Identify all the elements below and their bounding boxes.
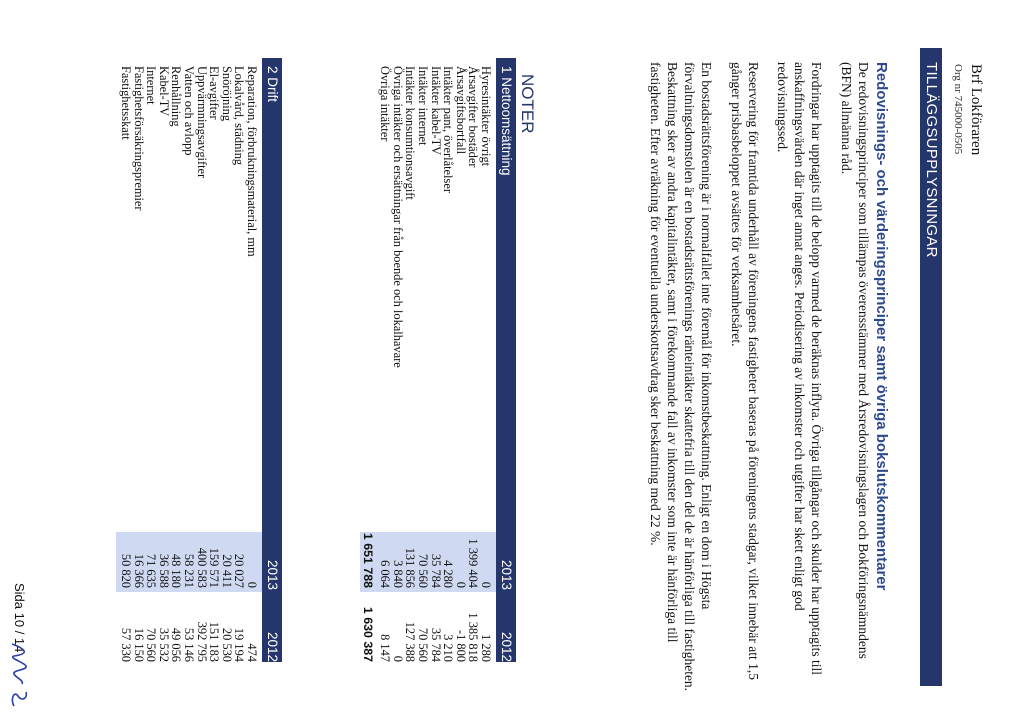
note1-year-2013: 2013 <box>499 559 514 590</box>
row-label: Intäkter kabel-TV <box>428 66 443 156</box>
table-row <box>467 58 480 662</box>
value-2012: 1 280 <box>479 634 493 662</box>
total-2012: 1 630 387 <box>360 606 375 662</box>
paragraph-text: En bostadsrättsförening är i normalfallet inte föremål för inkomstbeskattning. Enligt en dom i Högsta förvaltningsdomstolen är en bostadsrättsförenings ränteintäkter skattefria till den del de är hänförliga till fastigheten. Beskattning sker av andra kapitalintäkter, samt i förekommande fall av inkomster som inte är hänförliga till fastigheten. Efter avräkning för eventuella underskottsavdrag sker beskattning med 22 %. <box>648 62 714 692</box>
value-2013: 1 399 404 <box>466 538 481 588</box>
total-2013: 1 651 788 <box>360 532 375 588</box>
value-2013: 131 856 <box>403 547 418 588</box>
value-2013: 71 635 <box>144 553 159 588</box>
value-2013: 70 560 <box>416 553 431 588</box>
table-row <box>479 58 492 662</box>
row-label: Intäkter internet <box>416 66 431 146</box>
table-row <box>379 58 392 662</box>
value-2013: 3 840 <box>390 560 405 588</box>
value-2013: 0 <box>479 581 493 588</box>
note2-header-bar <box>262 58 282 662</box>
table-row <box>429 58 442 662</box>
table-row <box>170 58 183 662</box>
table-row <box>233 58 246 662</box>
value-2012: 16 150 <box>131 627 146 662</box>
value-2012: 19 194 <box>232 627 247 662</box>
value-2013: 35 784 <box>428 553 443 588</box>
row-label: Övriga intäkter och ersättningar från boende och lokalhavare <box>390 66 405 368</box>
row-label: Snöröjning <box>219 66 234 122</box>
row-label: Fastighetsskatt <box>119 66 134 140</box>
value-2012: 20 530 <box>219 627 234 662</box>
row-label: Lokalvård, städning <box>232 66 247 166</box>
notes-title: NOTER <box>518 74 537 134</box>
note1-table <box>360 58 492 662</box>
table-row <box>208 58 221 662</box>
table-row <box>220 58 233 662</box>
principles-heading: Redovisnings- och värderingsprinciper samt övriga bokslutskommentarer <box>873 62 890 591</box>
paragraph-text: Fordringar har upptagits till de belopp varmed de beräknas inflyta. Övriga tillgångar och skulder har upptagits till anskaffningsvärden där inget annat anges. Periodisering av inkomster och utgifter har skett enligt god redovisningssed. <box>775 62 824 675</box>
value-2012: 3 210 <box>441 634 456 662</box>
row-label: Årsavgiftsbortfall <box>453 66 468 155</box>
note2-title: 2 Drift <box>265 66 280 103</box>
note1-year-2012: 2012 <box>499 631 514 662</box>
value-2013: 159 571 <box>207 547 222 588</box>
table-row <box>182 58 195 662</box>
value-2013: 0 <box>453 581 468 588</box>
principles-paragraph-4 <box>647 62 715 692</box>
principles-paragraph-1 <box>838 62 872 692</box>
row-label: Övriga intäkter <box>378 66 393 142</box>
value-2012: 474 <box>245 643 259 662</box>
value-2013: 400 583 <box>194 547 209 588</box>
paragraph-text: De redovisningsprinciper som tillämpas överensstämmer med Årsredovisningslagen och Bokföringsnämndens (BFN) allmänna råd. <box>839 62 871 659</box>
value-2013: 36 588 <box>156 553 171 588</box>
principles-paragraph-3 <box>728 62 762 692</box>
table-row <box>454 58 467 662</box>
row-label: Reparation, förbrukningsmaterial, mm <box>245 66 259 257</box>
value-2012: 49 056 <box>169 627 184 662</box>
table-row <box>132 58 145 662</box>
value-2012: 1 385 818 <box>466 612 481 662</box>
value-2013: 20 027 <box>232 553 247 588</box>
row-label: Vatten och avlopp <box>182 66 197 156</box>
value-2012: 70 560 <box>144 627 159 662</box>
row-label: Årsavgifter bostäder <box>466 66 481 168</box>
handwritten-initials-signature <box>4 640 34 716</box>
row-label: Intäkter konsumtionsavgift <box>403 66 418 200</box>
value-2013: 0 <box>245 581 259 588</box>
row-label: Fastighetsförsäkringspremier <box>131 66 146 211</box>
table-row <box>416 58 429 662</box>
value-2012: -1 800 <box>453 629 468 662</box>
paragraph-text: Reservering för framtida underhåll av föreningens fastigheter baseras på föreningens stadgar, vilket innebär att 1,5 gånger prisbasbeloppet avsättes för verksamhetsåret. <box>729 62 761 680</box>
row-label: Hyresintäkter övrigt <box>479 66 493 167</box>
table-row <box>442 58 455 662</box>
note2-table <box>119 58 258 662</box>
row-label: Renhållning <box>169 66 184 127</box>
total-row <box>360 58 376 662</box>
value-2013: 4 280 <box>441 560 456 588</box>
value-2012: 8 147 <box>378 634 393 662</box>
value-2012: 35 784 <box>428 627 443 662</box>
row-label: Intäkter pant, överlåtelser <box>441 66 456 193</box>
value-2012: 53 146 <box>182 627 197 662</box>
page-number: Sida 10 / 14 <box>12 583 27 653</box>
table-row <box>195 58 208 662</box>
row-label: Kabel-TV <box>156 66 171 117</box>
table-row <box>145 58 158 662</box>
organization-number: Org nr 745000-0505 <box>952 64 964 155</box>
value-2012: 127 388 <box>403 621 418 662</box>
value-2013: 48 180 <box>169 553 184 588</box>
table-row <box>245 58 258 662</box>
note2-year-2012: 2012 <box>265 631 280 662</box>
table-row <box>391 58 404 662</box>
principles-paragraph-2 <box>774 62 825 692</box>
row-label: El-avgifter <box>207 66 222 120</box>
table-row <box>157 58 170 662</box>
note1-title: 1 Nettoomsättning <box>499 66 514 176</box>
table-row <box>119 58 132 662</box>
value-2013: 16 366 <box>131 553 146 588</box>
value-2013: 20 411 <box>219 554 234 588</box>
value-2013: 50 820 <box>119 553 134 588</box>
page-title: TILLÄGGSUPPLYSNINGAR <box>920 48 942 686</box>
value-2012: 70 560 <box>416 627 431 662</box>
note1-header-bar <box>496 58 516 662</box>
table-row <box>404 58 417 662</box>
value-2013: 6 064 <box>378 560 393 588</box>
value-2012: 35 532 <box>156 627 171 662</box>
organization-name: Brf Lokföraren <box>968 64 984 156</box>
row-label: Uppvärmningsavgifter <box>194 66 209 179</box>
value-2012: 57 330 <box>119 627 134 662</box>
value-2013: 58 231 <box>182 553 197 588</box>
row-label: Internet <box>144 66 159 105</box>
note2-year-2013: 2013 <box>265 559 280 590</box>
value-2012: 0 <box>390 655 405 662</box>
value-2012: 151 183 <box>207 621 222 662</box>
value-2012: 392 795 <box>194 621 209 662</box>
